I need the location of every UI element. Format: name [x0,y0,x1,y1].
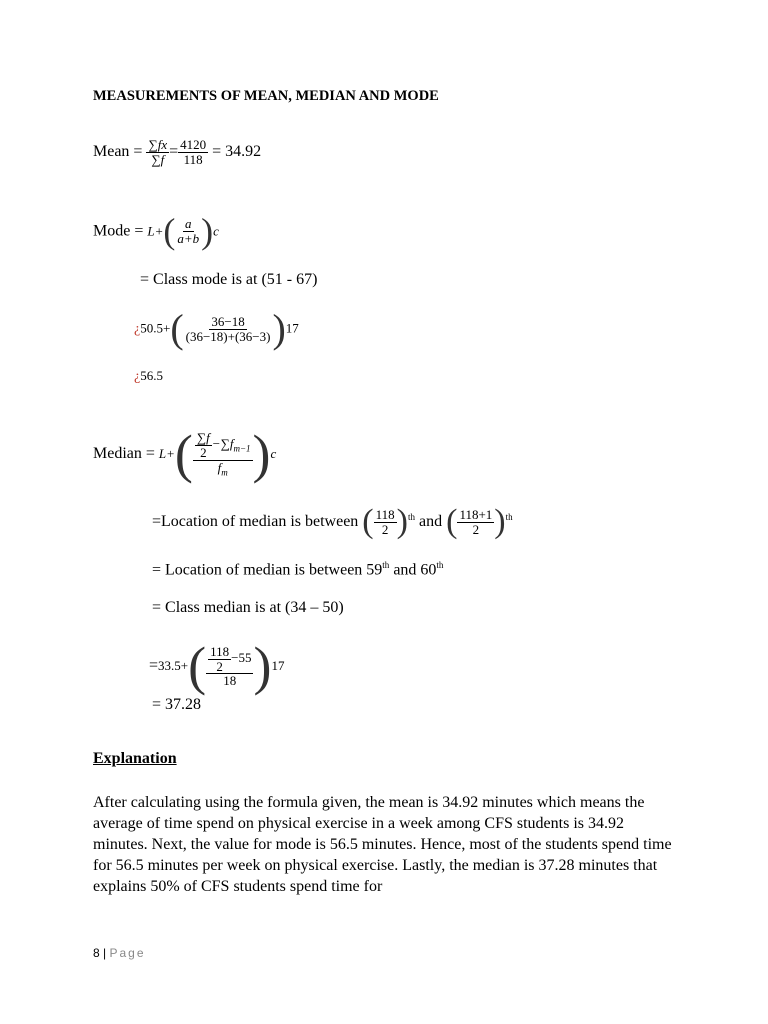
close-paren-icon: ) [201,211,214,251]
mean-label: Mean = [93,142,143,160]
close-paren-icon: ) [253,636,272,696]
median-formula [93,422,276,487]
mean-denominator-value: 118 [183,151,203,167]
median-sub: m−1 [233,443,251,454]
mode-calc-num: 36−18 [211,313,245,329]
median-result: = 37.28 [152,696,202,713]
median-loc1-text: =Location of median is between [152,513,359,531]
mode-fraction-den: a+b [177,231,200,247]
mode-result [134,366,163,386]
mode-L: L+ [147,223,164,239]
mode-calc-base: 50.5+ [140,320,171,336]
median-fm-sub: m [221,467,228,478]
mean-denominator-symbol: ∑f [151,151,165,167]
close-paren-icon: ) [396,503,408,540]
median-minus-sum: −∑f [211,436,234,452]
open-paren-icon: ( [362,503,374,540]
mode-class-line: = Class mode is at (51 - 67) [140,271,318,288]
mode-formula [93,210,219,253]
mode-calc-mult: 17 [285,320,299,336]
median-fm: f [217,459,222,475]
mode-fraction [175,217,201,245]
median-L: L+ [158,446,175,462]
median-inner-den: 2 [200,444,207,460]
mode-label: Mode = [93,222,144,240]
open-paren-icon: ( [163,211,176,251]
explanation-title: Explanation [93,750,177,767]
median-loc1-fraction-1: $\frac{118}{2}$ [375,507,395,537]
open-paren-icon: ( [188,636,207,696]
median-c: c [270,446,277,462]
median-calculation: =33.5+( $\frac{118}{2}$ −55 18 )17 [149,634,284,699]
mode-calculation [134,305,299,353]
close-paren-icon: ) [252,424,271,484]
mode-fraction-num: a [185,216,192,232]
mean-equals: = [169,142,179,160]
median-calc-fraction: $\frac{118}{2}$ −55 18 [206,645,253,688]
mode-result-prefix: ¿ [134,369,141,384]
mean-value-fraction [178,138,208,166]
median-location-line-1: =Location of median is between ( $\frac{118}{2}$ )$^{th}$ and ( $\frac{118+1}{2}$ )$^{th}$ [152,502,513,543]
median-loc1-fraction-2: $\frac{118+1}{2}$ [459,507,493,537]
mean-numerator-symbol: ∑fx [148,137,168,152]
mean-formula [93,138,261,166]
page-number: 8 [93,946,100,960]
mode-c: c [213,223,219,239]
open-paren-icon: ( [446,503,458,540]
close-paren-icon: ) [272,306,286,351]
page-word: Page [109,946,146,960]
mean-result: = 34.92 [212,142,262,160]
section-heading: MEASUREMENTS OF MEAN, MEDIAN AND MODE [93,88,439,104]
mean-symbolic-fraction [146,138,169,166]
mean-numerator-value: 4120 [180,137,207,152]
median-fraction [193,431,253,477]
open-paren-icon: ( [170,306,184,351]
open-paren-icon: ( [174,424,193,484]
median-inner-num: ∑f [196,430,210,446]
close-paren-icon: ) [494,503,506,540]
mode-calc-fraction [184,315,273,343]
median-class-line: = Class median is at (34 – 50) [152,599,344,616]
mode-calc-den: (36−18)+(36−3) [185,328,271,344]
median-label: Median = [93,445,155,463]
explanation-paragraph: After calculating using the formula given, the mean is 34.92 minutes which means the average of time spend on physical exercise in a week among CFS students is 34.92 minutes. Next, the value for mode is 56.5 minutes. Hence, most of the students spend time for 56.5 minutes per week on physical exercise. Lastly, the median is 37.28 minutes that explains 50% of CFS students spend time for [93,794,672,895]
page-footer [93,946,146,960]
footer-separator: | [103,946,107,960]
mode-calc-prefix: ¿ [134,321,141,337]
mode-result-value: 56.5 [140,368,163,383]
median-location-line-2: = Location of median is between 59th and 60th [152,560,444,579]
